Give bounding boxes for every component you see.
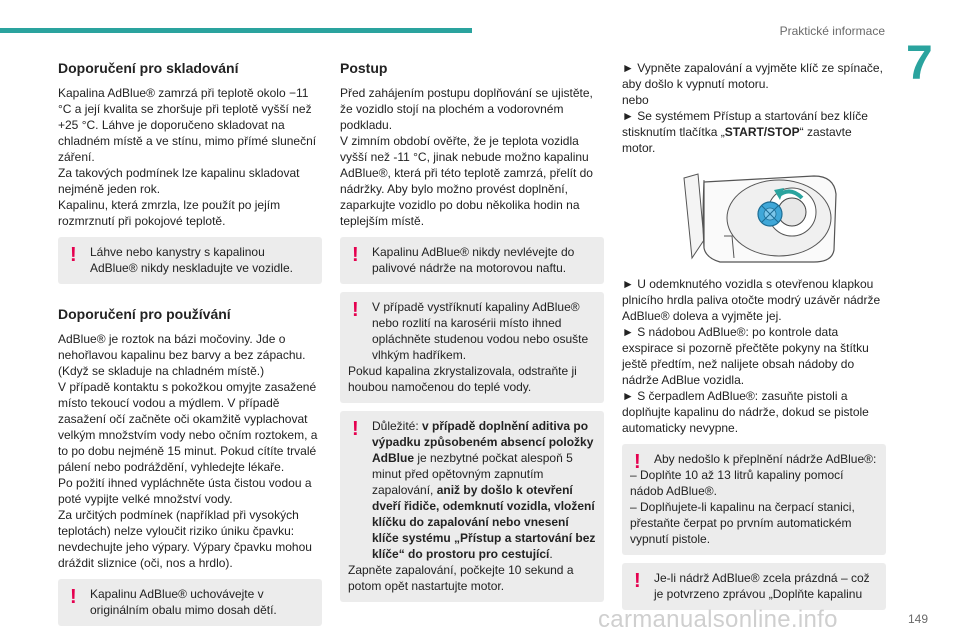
step: ► S čerpadlem AdBlue®: zasuňte pistoli a doplňujte kapalinu do nádrže, dokud se pistole automaticky nevypne. bbox=[622, 389, 869, 435]
warning-icon: ! bbox=[634, 451, 641, 473]
section-title-usage: Doporučení pro používání bbox=[58, 306, 231, 322]
warning-box-important bbox=[340, 411, 604, 602]
step: ► U odemknutého vozidla s otevřenou klapkou plnicího hrdla paliva otočte modrý uzávěr nádrže AdBlue® doleva a vyjměte jej. bbox=[622, 277, 881, 323]
step bbox=[622, 108, 886, 156]
warning-box bbox=[58, 579, 322, 626]
important-bold: v případě doplnění aditiva po výpadku způsobeném absencí položky AdBlue bbox=[372, 419, 594, 465]
warning-text: V případě vystříknutí kapaliny AdBlue® nebo rozlití na karosérii místo ihned opláchněte studenou vodou nebo osušte vlhkým hadříkem. bbox=[372, 300, 589, 362]
paragraph: Kapalinu, která zmrzla, lze použít po jejím rozmrznutí při pokojové teplotě. bbox=[58, 198, 281, 228]
paragraph: Za takových podmínek lze kapalinu skladovat nejméně jeden rok. bbox=[58, 166, 300, 196]
warning-icon: ! bbox=[352, 418, 359, 440]
paragraph: Před zahájením postupu doplňování se ujistěte, že vozidlo stojí na plochém a vodorovném podkladu. bbox=[340, 86, 593, 132]
paragraph: nebo bbox=[622, 93, 649, 107]
start-stop-label: START/STOP bbox=[724, 125, 800, 139]
warning-icon: ! bbox=[70, 586, 77, 608]
warning-text: Pokud kapalina zkrystalizovala, odstraňte ji houbou namočenou do teplé vody. bbox=[348, 364, 577, 394]
warning-text: Aby nedošlo k přeplnění nádrže AdBlue®: bbox=[654, 452, 877, 466]
section-title-storage: Doporučení pro skladování bbox=[58, 60, 239, 76]
warning-text bbox=[372, 418, 596, 562]
watermark: carmanualsonline.info bbox=[598, 606, 838, 633]
paragraph: Kapalina AdBlue® zamrzá při teplotě okolo −11 °C a její kvalita se zhoršuje při teplotě vyšší než +25 °C. Láhve je doporučeno skladovat na chladném místě a ve stínu, mimo přímé sluneční záření. bbox=[58, 86, 317, 164]
warning-icon: ! bbox=[352, 299, 359, 321]
important-lead: Důležité: bbox=[372, 419, 423, 433]
page-number: 149 bbox=[907, 612, 928, 626]
section-title-procedure: Postup bbox=[340, 60, 388, 76]
warning-text: – Doplňte 10 až 13 litrů kapaliny pomocí nádob AdBlue®. bbox=[630, 468, 844, 498]
warning-text: Zapněte zapalování, počkejte 10 sekund a potom opět nastartujte motor. bbox=[348, 563, 574, 593]
column-middle bbox=[340, 60, 604, 610]
fuel-flap-illustration bbox=[622, 170, 886, 266]
adblue-cap-diagram bbox=[664, 170, 844, 266]
warning-text: Láhve nebo kanystry s kapalinou AdBlue® nikdy neskladujte ve vozidle. bbox=[90, 245, 293, 275]
paragraph: V případě kontaktu s pokožkou omyjte zasažené místo tekoucí vodou a mýdlem. V případě zasažení očí začněte oči okamžitě vyplachovat velkým množstvím vody nebo očním roztokem, a to po dobu nejméně 15 minut. Pokud cítíte trvalé pálení nebo podráždění, vyhledejte lékaře. bbox=[58, 380, 318, 474]
step-text: ► Se systémem Přístup a startování bez klíče stisknutím tlačítka „ bbox=[622, 109, 868, 139]
warning-icon: ! bbox=[634, 570, 641, 592]
warning-box bbox=[622, 563, 886, 610]
warning-icon: ! bbox=[70, 244, 77, 266]
column-right bbox=[622, 60, 886, 618]
paragraph: Za určitých podmínek (například při vysokých teplotách) nelze vyloučit riziko úniku čpavku: nevdechujte jeho výpary. Výpary čpavku mohou dráždit sliznice (oči, nos a hrdlo). bbox=[58, 508, 312, 570]
warning-text-run: je nezbytné počkat alespoň 5 minut před opětovným zapnutím zapalování, bbox=[372, 451, 573, 497]
warning-text: Je-li nádrž AdBlue® zcela prázdná – což je potvrzeno zprávou „Doplňte kapalinu bbox=[654, 571, 870, 601]
warning-box bbox=[340, 292, 604, 403]
step: ► Vypněte zapalování a vyjměte klíč ze spínače, aby došlo k vypnutí motoru. bbox=[622, 61, 883, 91]
header-accent-bar bbox=[0, 28, 472, 33]
warning-text: Kapalinu AdBlue® uchovávejte v originálním obalu mimo dosah dětí. bbox=[90, 587, 277, 617]
running-header-title: Praktické informace bbox=[779, 24, 885, 38]
warning-text: Kapalinu AdBlue® nikdy nevlévejte do palivové nádrže na motorovou naftu. bbox=[372, 245, 575, 275]
paragraph: AdBlue® je roztok na bázi močoviny. Jde o nehořlavou kapalinu bez barvy a bez zápachu. (Když se skladuje na chladném místě.) bbox=[58, 332, 306, 378]
important-bold: aniž by došlo k otevření dveří řidiče, odemknutí vozidla, vložení klíčku do zapalování nebo vnesení klíče systému „Přístup a startování bez klíče“ do prostoru pro cestující bbox=[372, 483, 596, 561]
step-text: “ zastavte motor. bbox=[622, 125, 852, 155]
warning-box bbox=[340, 237, 604, 284]
warning-box bbox=[58, 237, 322, 284]
warning-box bbox=[622, 444, 886, 555]
chapter-number: 7 bbox=[906, 37, 933, 90]
column-left bbox=[58, 60, 322, 634]
paragraph: V zimním období ověřte, že je teplota vozidla vyšší než -11 °C, jinak nebude možno kapalinu AdBlue®, která při této teplotě zamrzá, přelít do nádržky. Aby bylo možno provést doplnění, zaparkujte vozidlo po dobu několika hodin na teplejším místě. bbox=[340, 134, 593, 228]
warning-icon: ! bbox=[352, 244, 359, 266]
step: ► S nádobou AdBlue®: po kontrole data exspirace si pozorně přečtěte pokyny na štítku ještě předtím, než nalijete obsah nádoby do nádrže AdBlue vozidla. bbox=[622, 325, 869, 387]
paragraph: Po požití ihned vypláchněte ústa čistou vodou a poté vypijte velké množství vody. bbox=[58, 476, 312, 506]
warning-text: – Doplňujete-li kapalinu na čerpací stanici, přestaňte čerpat po prvním automatickém vypnutí pistole. bbox=[630, 500, 855, 546]
warning-text-run: . bbox=[549, 547, 553, 561]
